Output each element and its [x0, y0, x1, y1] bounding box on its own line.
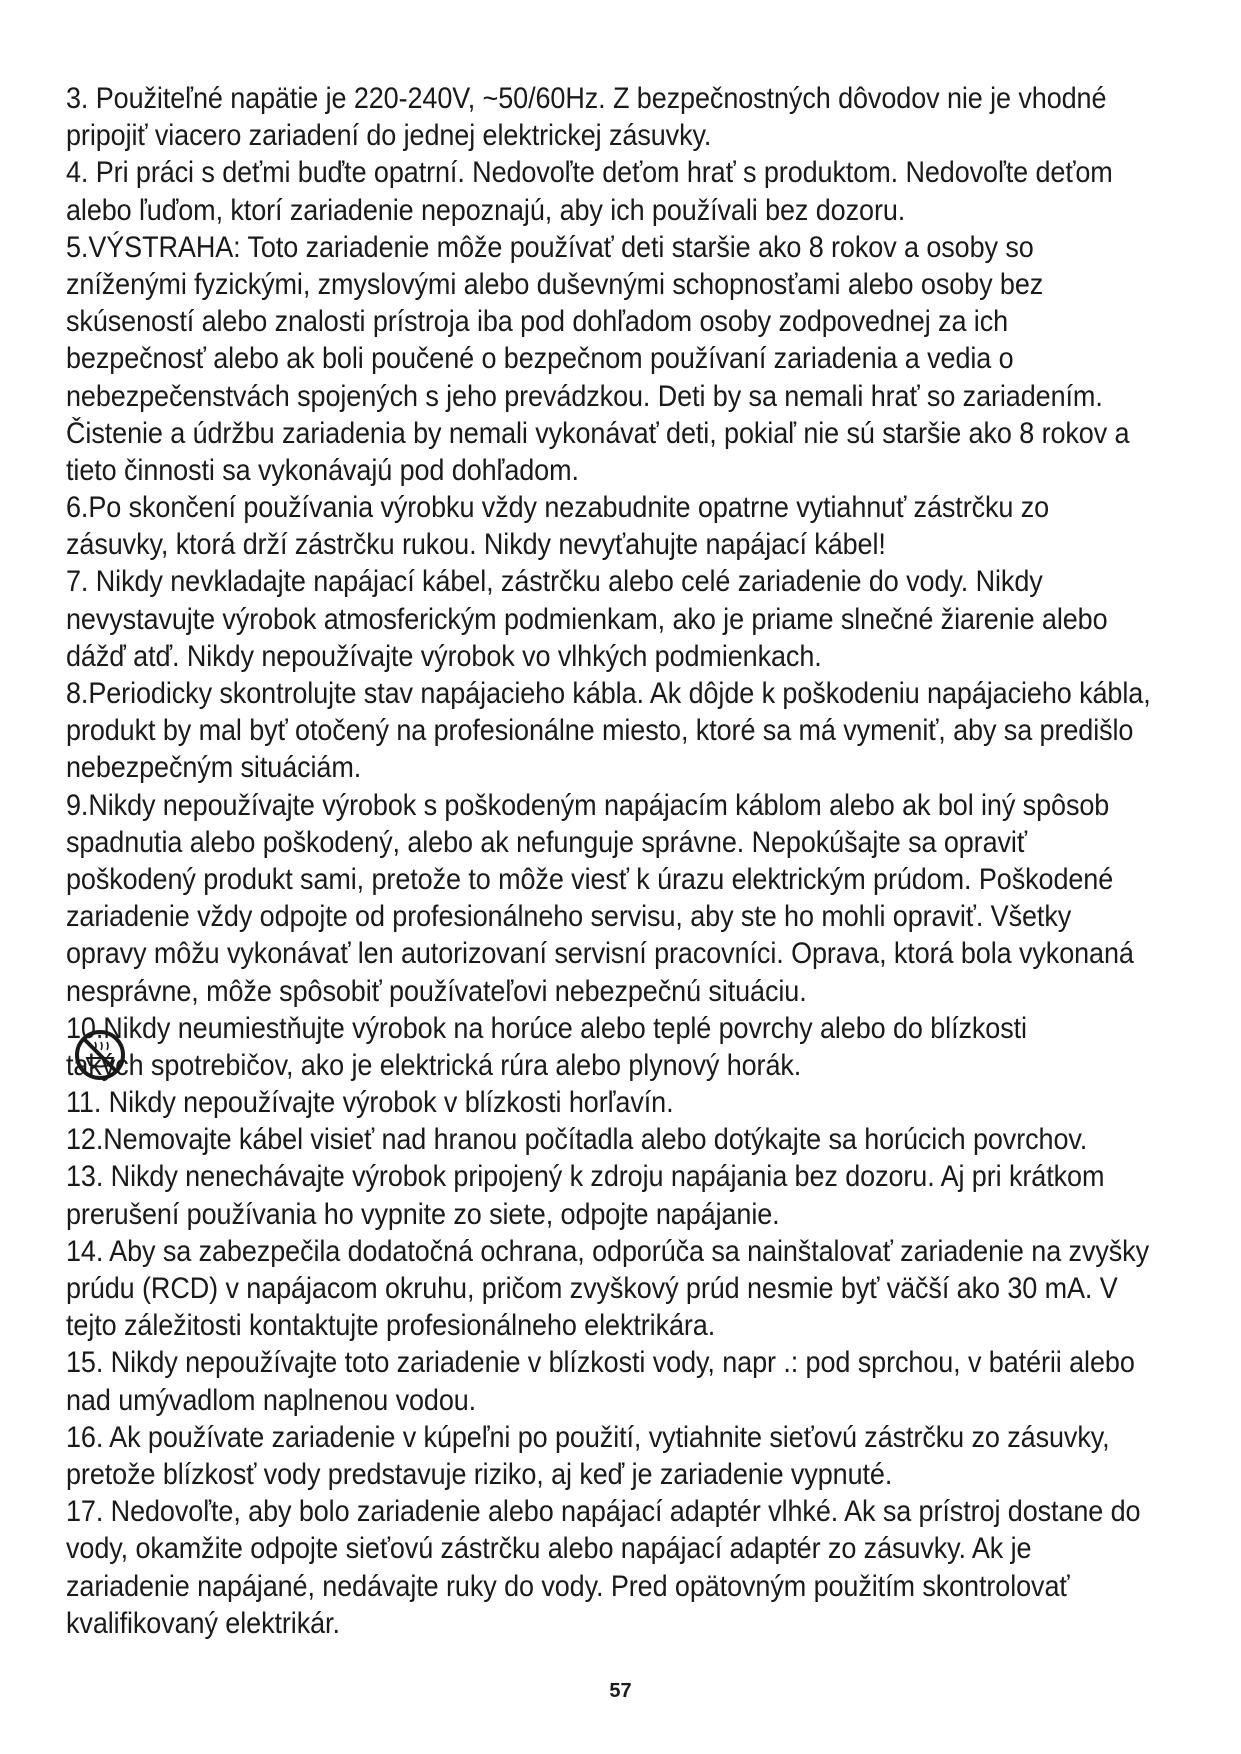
text-line: skúseností alebo znalosti prístroja iba pod dohľadom osoby zodpovednej za ich — [66, 305, 1009, 339]
text-line: dážď atď. Nikdy nepoužívajte výrobok vo vlhkých podmienkach. — [66, 639, 822, 673]
text-line: 8.Periodicky skontrolujte stav napájacieho kábla. Ak dôjde k poškodeniu napájacieho kábla, — [66, 677, 1151, 710]
text-line: 16. Ak používate zariadenie v kúpeľni po použití, vytiahnite sieťovú zástrčku zo zásuvky, — [66, 1420, 1110, 1454]
text-line: tejto záležitosti kontaktujte profesionálneho elektrikára. — [66, 1309, 716, 1343]
text-line: zariadenie vždy odpojte od profesionálneho servisu, aby ste ho mohli opraviť. Všetky — [66, 900, 1072, 934]
text-line: produkt by mal byť otočený na profesionálne miesto, ktoré sa má vymeniť, aby sa predišlo — [66, 714, 1134, 748]
text-line: 6.Po skončení používania výrobku vždy nezabudnite opatrne vytiahnuť zástrčku zo — [66, 491, 1050, 525]
text-line: poškodený produkt sami, pretože to môže viesť k úrazu elektrickým prúdom. Poškodené — [66, 862, 1114, 896]
text-line: spadnutia alebo poškodený, alebo ak nefunguje správne. Nepokúšajte sa opraviť — [66, 825, 1027, 859]
text-line: Čistenie a údržbu zariadenia by nemali vykonávať deti, pokiaľ nie sú staršie ako 8 rokov a — [66, 416, 1130, 450]
text-line: 4. Pri práci s deťmi buďte opatrní. Nedovoľte deťom hrať s produktom. Nedovoľte deťom — [66, 156, 1113, 190]
text-line: prerušení používania ho vypnite zo siete, odpojte napájanie. — [66, 1197, 780, 1231]
page-number: 57 — [609, 1680, 632, 1702]
text-line: 7. Nikdy nevkladajte napájací kábel, zástrčku alebo celé zariadenie do vody. Nikdy — [66, 565, 1043, 599]
text-line: zariadenie napájané, nedávajte ruky do vody. Pred opätovným použitím skontrolovať — [66, 1569, 1070, 1603]
text-line: kvalifikovaný elektrikár. — [66, 1606, 340, 1640]
text-line: zásuvky, ktorá drží zástrčku rukou. Nikdy nevyťahujte napájací kábel! — [66, 528, 886, 562]
text-line: 5.VÝSTRAHA: Toto zariadenie môže používať deti staršie ako 8 rokov a osoby so — [66, 230, 1034, 264]
safety-instructions-body — [66, 80, 1191, 1642]
text-line: nevystavujte výrobok atmosferickým podmienkam, ako je priame slnečné žiarenie alebo — [66, 602, 1108, 636]
text-line: 15. Nikdy nepoužívajte toto zariadenie v blízkosti vody, napr .: pod sprchou, v batérii alebo — [66, 1346, 1135, 1380]
text-line: zníženými fyzickými, zmyslovými alebo duševnými schopnosťami alebo osoby bez — [66, 267, 1044, 301]
text-line: nesprávne, môže spôsobiť používateľovi nebezpečnú situáciu. — [66, 974, 807, 1008]
text-line: 10.Nikdy neumiestňujte výrobok na horúce alebo teplé povrchy alebo do blízkosti — [66, 1011, 1027, 1045]
text-line: 11. Nikdy nepoužívajte výrobok v blízkosti horľavín. — [66, 1086, 674, 1120]
text-line: 14. Aby sa zabezpečila dodatočná ochrana, odporúča sa nainštalovať zariadenie na zvyšky — [66, 1234, 1149, 1268]
text-line: nebezpečným situáciám. — [66, 751, 362, 785]
text-line: 17. Nedovoľte, aby bolo zariadenie alebo napájací adaptér vlhké. Ak sa prístroj dostane do — [66, 1495, 1141, 1529]
text-line: takých spotrebičov, ako je elektrická rúra alebo plynový horák. — [66, 1048, 802, 1082]
text-line: alebo ľuďom, ktorí zariadenie nepoznajú, aby ich používali bez dozoru. — [66, 193, 906, 227]
text-line: pripojiť viacero zariadení do jednej elektrickej zásuvky. — [66, 119, 712, 153]
text-line: opravy môžu vykonávať len autorizovaní servisní pracovníci. Oprava, ktorá bola vykonaná — [66, 937, 1134, 971]
text-line: 13. Nikdy nenechávajte výrobok pripojený k zdroju napájania bez dozoru. Aj pri krátkom — [66, 1160, 1105, 1194]
text-line: 12.Nemovajte kábel visieť nad hranou počítadla alebo dotýkajte sa horúcich povrchov. — [66, 1123, 1088, 1157]
text-line: pretože blízkosť vody predstavuje riziko, aj keď je zariadenie vypnuté. — [66, 1457, 893, 1491]
no-bath-icon — [73, 1028, 127, 1082]
text-line: nebezpečenstvách spojených s jeho prevádzkou. Deti by sa nemali hrať so zariadením. — [66, 379, 1103, 413]
text-line: bezpečnosť alebo ak boli poučené o bezpečnom používaní zariadenia a vedia o — [66, 342, 1014, 376]
text-line: 3. Použiteľné napätie je 220-240V, ~50/60Hz. Z bezpečnostných dôvodov nie je vhodné — [66, 82, 1107, 115]
text-line: prúdu (RCD) v napájacom okruhu, pričom zvyškový prúd nesmie byť väčší ako 30 mA. V — [66, 1272, 1118, 1305]
text-line: nad umývadlom naplnenou vodou. — [66, 1383, 477, 1417]
text-line: vody, okamžite odpojte sieťovú zástrčku alebo napájací adaptér zo zásuvky. Ak je — [66, 1532, 1032, 1566]
text-line: tieto činnosti sa vykonávajú pod dohľadom. — [66, 453, 579, 487]
text-line: 9.Nikdy nepoužívajte výrobok s poškodeným napájacím káblom alebo ak bol iný spôsob — [66, 788, 1110, 822]
